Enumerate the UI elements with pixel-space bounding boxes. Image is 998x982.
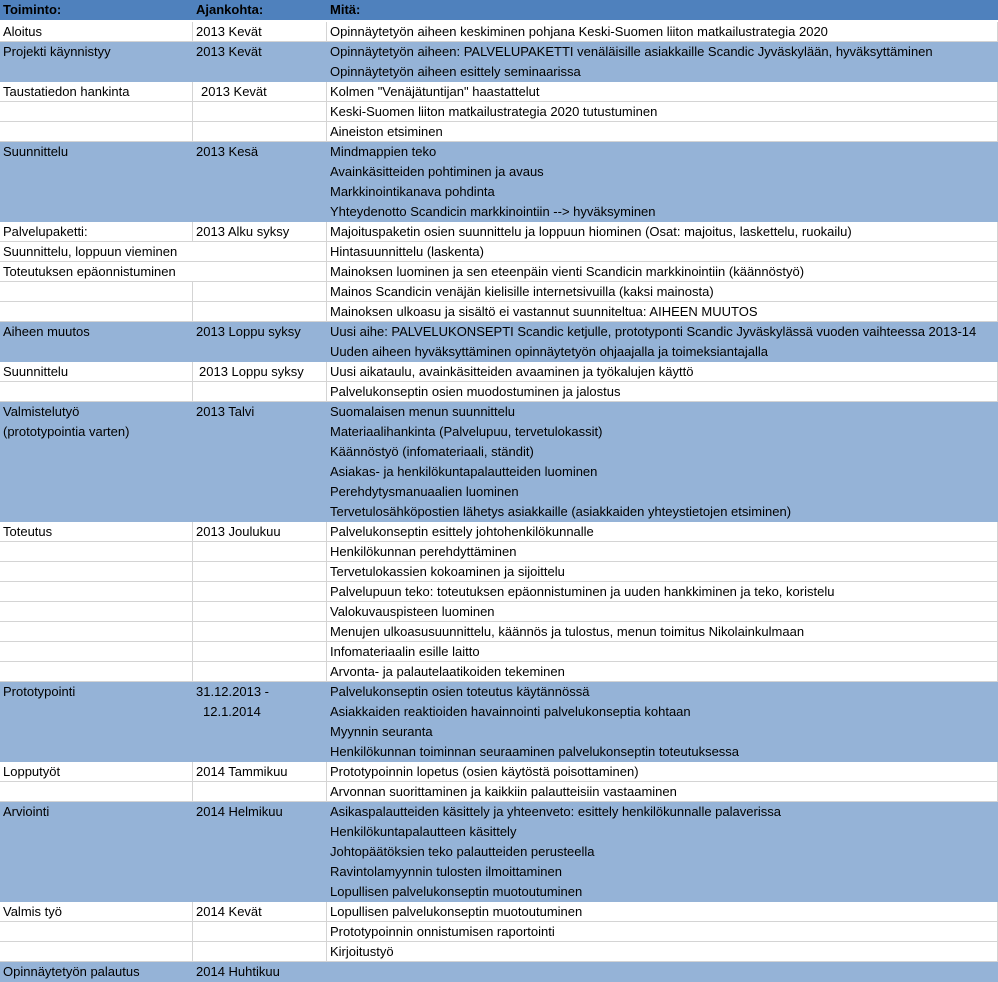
table-row [0,62,998,82]
cell-ajankohta[interactable] [193,562,327,582]
cell-ajankohta[interactable]: 2013 Kesä [196,144,259,159]
table-row [0,482,998,502]
cell-ajankohta[interactable] [193,622,327,642]
cell-toiminto[interactable]: Projekti käynnistyy [3,44,111,59]
table-row [0,762,998,782]
cell-ajankohta[interactable] [193,242,327,262]
cell-mita[interactable]: Uusi aikataulu, avainkäsitteiden avaaminen ja työkalujen käyttö [327,362,998,382]
cell-ajankohta[interactable] [193,862,327,882]
cell-toiminto[interactable]: Suunnittelu [3,144,69,159]
cell-mita[interactable]: Mindmappien teko [330,144,437,159]
cell-ajankohta[interactable]: 2013 Alku syksy [193,222,327,242]
cell-mita[interactable]: Opinnäytetyön aiheen keskiminen pohjana Keski-Suomen liiton matkailustrategia 2020 [327,22,998,42]
table-row [0,942,998,962]
cell-ajankohta[interactable] [193,62,327,82]
cell-ajankohta[interactable]: 2013 Kevät [196,44,262,59]
cell-ajankohta[interactable] [193,842,327,862]
cell-toiminto[interactable] [0,742,193,762]
cell-mita[interactable]: Materiaalihankinta (Palvelupuu, tervetulokassit) [330,424,603,439]
cell-mita[interactable]: Valokuvauspisteen luominen [327,602,998,622]
cell-toiminto[interactable] [0,842,193,862]
cell-toiminto[interactable]: Valmistelutyö [3,404,80,419]
cell-toiminto[interactable] [0,582,193,602]
table-row [0,742,998,762]
cell-toiminto[interactable] [0,302,193,322]
table-row [0,182,998,202]
cell-mita[interactable] [327,962,998,982]
cell-mita[interactable]: Tervetulosähköpostien lähetys asiakkaille (asiakkaiden yhteystietojen etsiminen) [330,504,792,519]
cell-toiminto[interactable] [0,602,193,622]
cell-mita[interactable]: Mainoksen luominen ja sen eteenpäin vienti Scandicin markkinointiin (käännöstyö) [327,262,998,282]
table-row [0,442,998,462]
cell-ajankohta[interactable] [193,202,327,222]
cell-ajankohta[interactable] [193,942,327,962]
cell-toiminto[interactable] [0,662,193,682]
cell-toiminto[interactable] [0,342,193,362]
cell-toiminto[interactable] [0,702,193,722]
table-row [0,882,998,902]
cell-mita[interactable]: Markkinointikanava pohdinta [330,184,495,199]
table-row [0,142,998,162]
table-row [0,722,998,742]
cell-ajankohta[interactable] [193,342,327,362]
table-row [0,122,998,142]
cell-ajankohta[interactable]: 12.1.2014 [203,704,261,719]
cell-mita[interactable]: Lopullisen palvelukonseptin muotoutuminen [330,884,583,899]
cell-mita[interactable]: Henkilökunnan toiminnan seuraaminen palvelukonseptin toteutuksessa [330,744,740,759]
cell-ajankohta[interactable] [193,742,327,762]
cell-mita[interactable]: Uuden aiheen hyväksyttäminen opinnäytetyön ohjaajalla ja toimeksiantajalla [330,344,768,359]
cell-ajankohta[interactable]: 2013 Loppu syksy [196,324,301,339]
table-row [0,42,998,62]
cell-toiminto[interactable] [0,862,193,882]
cell-ajankohta[interactable] [193,722,327,742]
table-row [0,82,998,102]
header-cell-toiminto[interactable]: Toiminto: [3,2,62,17]
cell-mita[interactable]: Mainoksen ulkoasu ja sisältö ei vastannut suunniteltua: AIHEEN MUUTOS [327,302,998,322]
table-row [0,682,998,702]
cell-ajankohta[interactable] [193,482,327,502]
cell-ajankohta[interactable] [193,662,327,682]
table-row [0,22,998,42]
cell-toiminto[interactable] [0,782,193,802]
cell-ajankohta[interactable] [193,602,327,622]
cell-ajankohta[interactable] [193,782,327,802]
table-row [0,782,998,802]
cell-toiminto[interactable] [0,822,193,842]
table-row [0,622,998,642]
cell-mita[interactable]: Kolmen "Venäjätuntijan" haastattelut [327,82,998,102]
cell-toiminto[interactable] [0,502,193,522]
table-row [0,222,998,242]
table-row [0,842,998,862]
cell-toiminto[interactable]: Toteutus [0,522,193,542]
cell-ajankohta[interactable] [193,182,327,202]
cell-mita[interactable]: Mainos Scandicin venäjän kielisille internetsivuilla (kaksi mainosta) [327,282,998,302]
cell-mita[interactable]: Käännöstyö (infomateriaali, ständit) [330,444,534,459]
cell-mita[interactable]: Aineiston etsiminen [327,122,998,142]
cell-toiminto[interactable] [0,382,193,402]
cell-toiminto[interactable]: (prototypointia varten) [3,424,130,439]
cell-toiminto[interactable] [0,722,193,742]
cell-ajankohta[interactable] [193,422,327,442]
cell-mita[interactable]: Infomateriaalin esille laitto [327,642,998,662]
cell-toiminto[interactable]: Valmis työ [0,902,193,922]
cell-mita[interactable]: Palvelupuun teko: toteutuksen epäonnistuminen ja uuden hankkiminen ja teko, koristelu [327,582,998,602]
table-row [0,662,998,682]
cell-toiminto[interactable]: Suunnittelu, loppuun vieminen [0,242,193,262]
cell-ajankohta[interactable] [193,822,327,842]
cell-ajankohta[interactable]: 2014 Tammikuu [193,762,327,782]
cell-ajankohta[interactable] [193,122,327,142]
cell-toiminto[interactable] [0,182,193,202]
cell-mita[interactable]: Uusi aihe: PALVELUKONSEPTI Scandic ketjulle, prototyponti Scandic Jyväskylässä vuoden vaihteessa 2013-14 [330,324,977,339]
cell-toiminto[interactable]: Toteutuksen epäonnistuminen [0,262,193,282]
cell-ajankohta[interactable]: 2013 Talvi [196,404,255,419]
cell-mita[interactable]: Menujen ulkoasusuunnittelu, käännös ja tulostus, menun toimitus Nikolainkulmaan [327,622,998,642]
table-row [0,102,998,122]
cell-toiminto[interactable] [0,162,193,182]
cell-toiminto[interactable]: Suunnittelu [0,362,193,382]
table-row [0,922,998,942]
cell-ajankohta[interactable] [193,922,327,942]
cell-ajankohta[interactable] [193,462,327,482]
cell-toiminto[interactable] [0,442,193,462]
cell-mita[interactable]: Opinnäytetyön aiheen esittely seminaarissa [330,64,581,79]
cell-mita[interactable]: Asikaspalautteiden käsittely ja yhteenveto: esittely henkilökunnalle palaverissa [330,804,781,819]
cell-ajankohta[interactable] [193,882,327,902]
cell-toiminto[interactable] [0,122,193,142]
cell-toiminto[interactable] [0,562,193,582]
cell-toiminto[interactable] [0,922,193,942]
cell-toiminto[interactable]: Aiheen muutos [3,324,90,339]
cell-ajankohta[interactable] [193,502,327,522]
cell-ajankohta[interactable] [193,262,327,282]
cell-mita[interactable]: Palvelukonseptin osien muodostuminen ja jalostus [327,382,998,402]
cell-toiminto[interactable] [0,642,193,662]
table-row [0,202,998,222]
cell-toiminto[interactable]: Aloitus [0,22,193,42]
cell-mita[interactable]: Prototypoinnin lopetus (osien käytöstä poisottaminen) [327,762,998,782]
cell-mita[interactable]: Yhteydenotto Scandicin markkinointiin --> hyväksyminen [330,204,656,219]
cell-ajankohta[interactable]: 2013 Joulukuu [193,522,327,542]
cell-mita[interactable]: Asiakkaiden reaktioiden havainnointi palvelukonseptia kohtaan [330,704,691,719]
table-row [0,342,998,362]
cell-toiminto[interactable]: Opinnäytetyön palautus [3,964,140,979]
cell-mita[interactable]: Opinnäytetyön aiheen: PALVELUPAKETTI venäläisille asiakkaille Scandic Jyväskylään, hyväksyttäminen [330,44,933,59]
cell-mita[interactable]: Henkilökunnan perehdyttäminen [327,542,998,562]
cell-mita[interactable]: Majoituspaketin osien suunnittelu ja loppuun hiominen (Osat: majoitus, laskettelu, ruokailu) [327,222,998,242]
cell-ajankohta[interactable] [193,162,327,182]
cell-ajankohta[interactable] [193,582,327,602]
cell-mita[interactable]: Lopullisen palvelukonseptin muotoutuminen [327,902,998,922]
cell-toiminto[interactable]: Prototypointi [3,684,76,699]
cell-toiminto[interactable] [0,202,193,222]
table-row [0,582,998,602]
cell-mita[interactable]: Tervetulokassien kokoaminen ja sijoittelu [327,562,998,582]
cell-toiminto[interactable] [0,882,193,902]
table-row [0,802,998,822]
cell-mita[interactable]: Palvelukonseptin osien toteutus käytännössä [330,684,590,699]
cell-mita[interactable]: Suomalaisen menun suunnittelu [330,404,516,419]
cell-ajankohta[interactable]: 2014 Helmikuu [196,804,283,819]
table-row [0,422,998,442]
cell-mita[interactable]: Arvonnan suorittaminen ja kaikkiin palautteisiin vastaaminen [327,782,998,802]
cell-toiminto[interactable] [0,102,193,122]
header-cell-ajankohta[interactable]: Ajankohta: [196,2,264,17]
table-row [0,502,998,522]
cell-mita[interactable]: Johtopäätöksien teko palautteiden perusteella [330,844,595,859]
cell-ajankohta[interactable]: 2013 Loppu syksy [193,362,327,382]
cell-toiminto[interactable] [0,62,193,82]
cell-mita[interactable]: Hintasuunnittelu (laskenta) [327,242,998,262]
table-row [0,462,998,482]
cell-mita[interactable]: Keski-Suomen liiton matkailustrategia 2020 tutustuminen [327,102,998,122]
table-row [0,902,998,922]
cell-toiminto[interactable]: Palvelupaketti: [0,222,193,242]
cell-ajankohta[interactable] [193,542,327,562]
table-row [0,262,998,282]
cell-toiminto[interactable] [0,282,193,302]
table-row [0,362,998,382]
cell-mita[interactable]: Palvelukonseptin esittely johtohenkilökunnalle [327,522,998,542]
cell-toiminto[interactable] [0,942,193,962]
table-row [0,822,998,842]
table-row [0,862,998,882]
cell-ajankohta[interactable] [193,442,327,462]
cell-toiminto[interactable]: Taustatiedon hankinta [0,82,193,102]
table-row [0,542,998,562]
cell-ajankohta[interactable] [193,282,327,302]
cell-toiminto[interactable]: Lopputyöt [0,762,193,782]
table-row [0,402,998,422]
cell-toiminto[interactable] [0,482,193,502]
table-row [0,242,998,262]
table-row [0,382,998,402]
cell-mita[interactable]: Avainkäsitteiden pohtiminen ja avaus [330,164,544,179]
cell-mita[interactable]: Perehdytysmanuaalien luominen [330,484,519,499]
cell-ajankohta[interactable] [193,642,327,662]
table-row [0,522,998,542]
cell-mita[interactable]: Arvonta- ja palautelaatikoiden tekeminen [327,662,998,682]
cell-mita[interactable]: Myynnin seuranta [330,724,433,739]
header-row [0,0,998,20]
cell-ajankohta[interactable]: 2013 Kevät [193,22,327,42]
cell-mita[interactable]: Kirjoitustyö [327,942,998,962]
table-row [0,962,998,982]
table-row [0,562,998,582]
cell-ajankohta[interactable] [193,302,327,322]
table-row [0,602,998,622]
cell-ajankohta[interactable] [193,102,327,122]
table-row [0,702,998,722]
table-row [0,302,998,322]
cell-ajankohta[interactable]: 2013 Kevät [193,82,327,102]
header-cell-mita[interactable]: Mitä: [330,2,361,17]
cell-mita[interactable]: Prototypoinnin onnistumisen raportointi [327,922,998,942]
cell-mita[interactable]: Ravintolamyynnin tulosten ilmoittaminen [330,864,562,879]
cell-ajankohta[interactable] [193,382,327,402]
table-row [0,162,998,182]
cell-toiminto[interactable]: Arviointi [3,804,50,819]
cell-mita[interactable]: Asiakas- ja henkilökuntapalautteiden luominen [330,464,598,479]
table-row [0,282,998,302]
table-row [0,322,998,342]
cell-ajankohta[interactable]: 2014 Huhtikuu [196,964,280,979]
table-row [0,642,998,662]
cell-ajankohta[interactable]: 2014 Kevät [193,902,327,922]
cell-toiminto[interactable] [0,542,193,562]
cell-toiminto[interactable] [0,622,193,642]
cell-toiminto[interactable] [0,462,193,482]
cell-mita[interactable]: Henkilökuntapalautteen käsittely [330,824,517,839]
cell-ajankohta[interactable]: 31.12.2013 - [196,684,270,699]
